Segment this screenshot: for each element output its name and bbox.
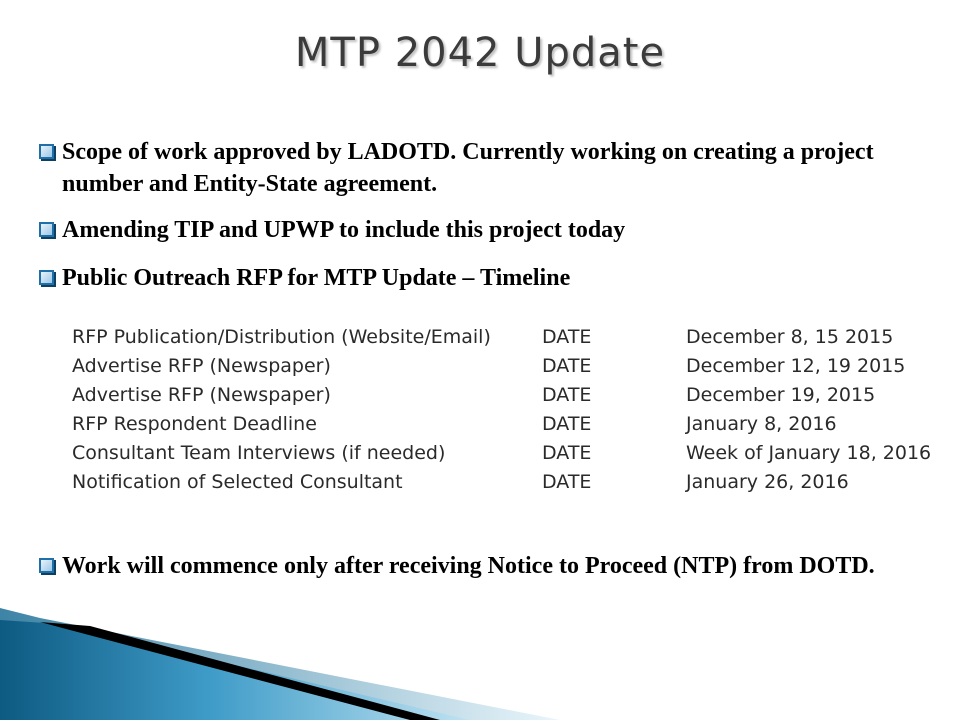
timeline-date: December 8, 15 2015 [686, 325, 894, 348]
timeline-date: December 12, 19 2015 [686, 354, 906, 377]
timeline-date-label: DATE [542, 325, 592, 348]
table-row [72, 351, 931, 380]
checkbox-bullet-icon [39, 144, 54, 159]
timeline-event: Notification of Selected Consultant [72, 470, 403, 493]
bullet-text: Public Outreach RFP for MTP Update – Timeline [62, 265, 571, 291]
bullet-scope [36, 136, 916, 200]
table-row [72, 467, 931, 496]
checkbox-bullet-icon [39, 222, 54, 237]
decorative-wave [0, 600, 960, 720]
table-row [72, 380, 931, 409]
checkbox-bullet-icon [39, 270, 54, 285]
checkbox-bullet-icon [39, 558, 54, 573]
timeline-event: Advertise RFP (Newspaper) [72, 354, 331, 377]
timeline-date: January 26, 2016 [686, 470, 849, 493]
timeline-event: RFP Publication/Distribution (Website/Email) [72, 325, 491, 348]
timeline-date: Week of January 18, 2016 [686, 441, 932, 464]
timeline-date: January 8, 2016 [686, 412, 837, 435]
timeline-date-label: DATE [542, 354, 592, 377]
timeline-event: Consultant Team Interviews (if needed) [72, 441, 446, 464]
timeline-table [72, 322, 931, 496]
bullet-text: Scope of work approved by LADOTD. Currently working on creating a project number and Entity-State agreement. [62, 139, 874, 197]
timeline-date-label: DATE [542, 383, 592, 406]
timeline-date: December 19, 2015 [686, 383, 876, 406]
timeline-date-label: DATE [542, 441, 592, 464]
slide-title: MTP 2042 Update [294, 30, 666, 76]
bullet-text: Work will commence only after receiving Notice to Proceed (NTP) from DOTD. [62, 553, 875, 579]
bullet-amending [36, 214, 916, 246]
table-row [72, 322, 931, 351]
timeline-date-label: DATE [542, 412, 592, 435]
timeline-event: Advertise RFP (Newspaper) [72, 383, 331, 406]
bullet-text: Amending TIP and UPWP to include this project today [62, 217, 626, 243]
table-row [72, 409, 931, 438]
table-row [72, 438, 931, 467]
timeline-date-label: DATE [542, 470, 592, 493]
bullet-work-commence [36, 550, 916, 582]
bullet-public-outreach [36, 262, 916, 294]
timeline-event: RFP Respondent Deadline [72, 412, 317, 435]
